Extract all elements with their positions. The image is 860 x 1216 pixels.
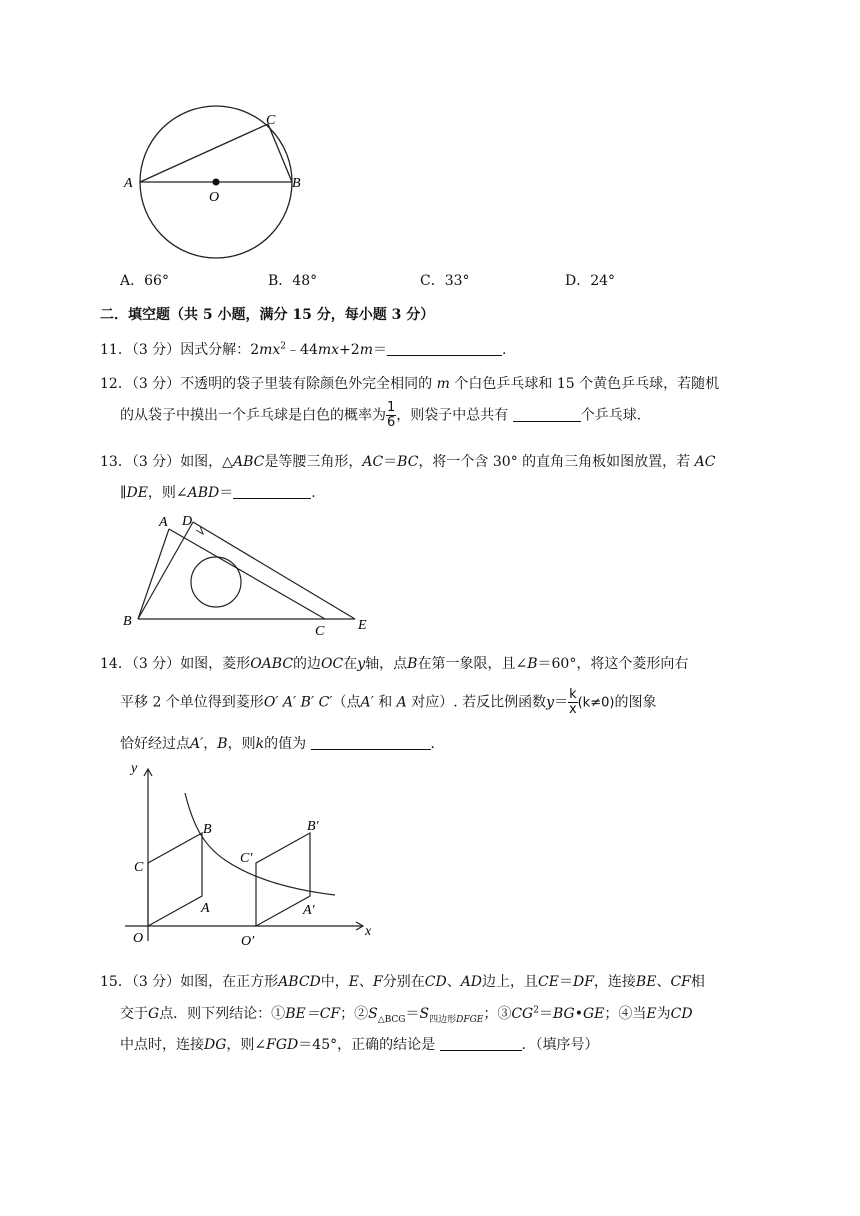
line-ba xyxy=(138,529,169,619)
question-12-line1: 12．（3 分）不透明的袋子里装有除颜色外完全相同的 m 个白色乒乓球和 15 个黄色乒乓球，若随机 xyxy=(100,376,720,392)
label-b-prime: B′ xyxy=(307,819,319,834)
label-c: C xyxy=(134,860,144,875)
line-bd xyxy=(138,522,193,619)
choice-a: A．66° xyxy=(120,273,169,289)
answer-blank-12[interactable] xyxy=(513,407,581,422)
label-a: A xyxy=(124,176,133,191)
label-a: A xyxy=(159,515,168,530)
question-13-line1: 13．（3 分）如图，△ABC是等腰三角形，AC＝BC，将一个含 30° 的直角三角板如图放置，若 AC xyxy=(100,454,716,470)
label-o: O xyxy=(133,931,144,946)
question-15-line1: 15．（3 分）如图，在正方形ABCD中，E、F分别在CD、AD边上，且CE＝DF，连接BE、CF相 xyxy=(100,974,705,990)
question-15-line2: 交于G点．则下列结论：①BE＝CF；$②S_{\triangle BCG}=S_{四边形DFGE}$；$③CG^2=BG•GE$；④当E为CD xyxy=(120,1005,693,1025)
function-fraction: $\frac{k}{x}$ xyxy=(568,687,577,717)
answer-blank-14[interactable] xyxy=(311,735,431,750)
label-a-prime: A′ xyxy=(303,903,315,918)
label-c: C xyxy=(266,113,276,128)
label-a: A xyxy=(201,901,210,916)
label-b: B xyxy=(123,614,132,629)
question-11: 11．（3 分）因式分解：$2mx^2﹣44mx+2m=$ . xyxy=(100,341,507,358)
rhombus-figure xyxy=(115,755,385,950)
center-dot xyxy=(213,179,220,186)
question-14-line2: 平移 2 个单位得到菱形O′ A′ B′ C′（点A′ 和 A 对应）. 若反比例函数y＝ $\frac{k}{x}$ (k≠0)的图象 xyxy=(120,687,657,717)
inner-circle xyxy=(191,557,241,607)
choice-c: C．33° xyxy=(420,273,470,289)
question-14-line1: 14．（3 分）如图，菱形OABC的边OC在y轴，点B在第一象限，且∠B＝60°，将这个菱形向右 xyxy=(100,656,689,672)
rhombus-oabc xyxy=(148,833,202,926)
probability-fraction: $\frac{1}{6}$ xyxy=(387,400,396,430)
label-b: B xyxy=(203,822,212,837)
chord-cb xyxy=(268,124,292,182)
choice-b: B．48° xyxy=(268,273,318,289)
line-de xyxy=(193,522,355,619)
label-e: E xyxy=(358,618,367,633)
label-y: y xyxy=(131,761,138,776)
choice-d: D．24° xyxy=(565,273,616,289)
section-heading: 二．填空题（共 5 小题，满分 15 分，每小题 3 分） xyxy=(100,307,435,323)
question-12-line2: 的从袋子中摸出一个乒乓球是白色的概率为 $\frac{1}{6}$ ，则袋子中总共有 个乒乓球. xyxy=(120,400,642,430)
label-b: B xyxy=(292,176,301,191)
question-13-line2: ∥DE，则∠ABD＝ . xyxy=(120,485,316,501)
chord-ac xyxy=(140,124,268,182)
label-c-prime: C′ xyxy=(240,851,253,866)
answer-blank-11[interactable] xyxy=(387,341,502,356)
hyperbola-curve xyxy=(185,793,335,895)
answer-blank-15[interactable] xyxy=(440,1036,522,1051)
label-c: C xyxy=(315,624,325,638)
label-o: O xyxy=(209,190,220,205)
label-x: x xyxy=(365,924,372,939)
label-d: D xyxy=(182,514,193,529)
question-14-line3: 恰好经过点A′，B，则k的值为 . xyxy=(120,736,435,752)
label-o-prime: O′ xyxy=(241,934,255,949)
question-15-line3: 中点时，连接DG，则∠FGD＝45°，正确的结论是 ．（填序号） xyxy=(120,1037,599,1053)
triangle-figure xyxy=(115,508,380,638)
answer-blank-13[interactable] xyxy=(233,484,311,499)
circle-figure xyxy=(115,98,315,268)
